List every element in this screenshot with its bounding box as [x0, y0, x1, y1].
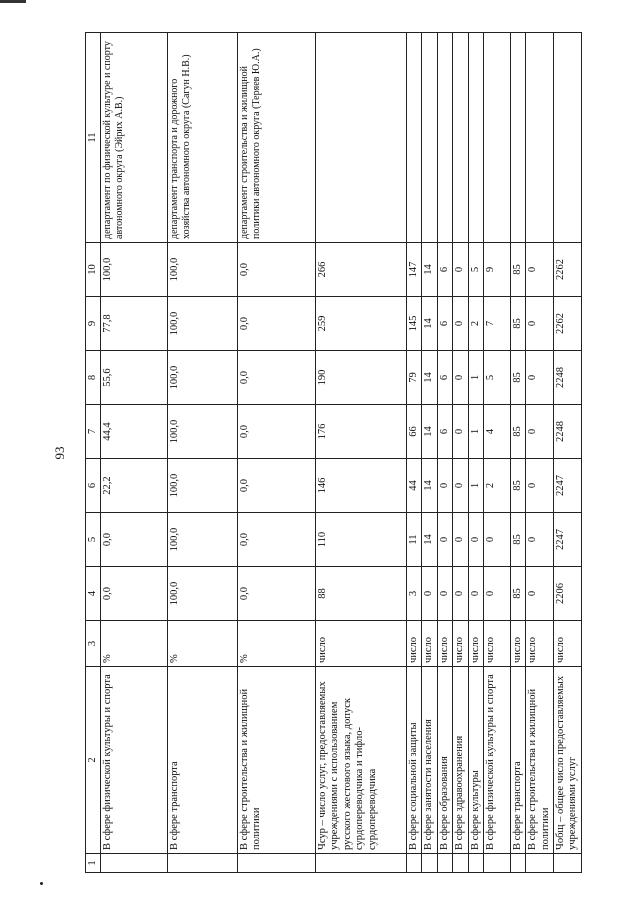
- indicator-name-cell: В сфере транспорта: [168, 667, 238, 854]
- value-cell: 266: [316, 243, 407, 297]
- value-cell: 110: [316, 513, 407, 567]
- row-number-cell: [483, 854, 510, 873]
- value-cell: 14: [422, 459, 437, 513]
- value-cell: 0: [453, 459, 468, 513]
- value-cell: 77,8: [101, 297, 168, 351]
- value-cell: 14: [422, 351, 437, 405]
- responsible-department-cell: [316, 33, 407, 243]
- indicator-name-cell: В сфере культуры: [468, 667, 483, 854]
- value-cell: 1: [468, 459, 483, 513]
- row-number-cell: [554, 854, 582, 873]
- value-cell: 0: [483, 513, 510, 567]
- unit-cell: число: [453, 621, 468, 667]
- value-cell: 2262: [554, 243, 582, 297]
- value-cell: 44: [407, 459, 422, 513]
- responsible-department-cell: департамент строительства и жилищной политики автономного округа (Теряев Ю.А.): [238, 33, 316, 243]
- unit-cell: %: [101, 621, 168, 667]
- column-number: 11: [86, 33, 101, 243]
- row-number-cell: [526, 854, 554, 873]
- column-number-row: [86, 33, 101, 873]
- value-cell: 100,0: [168, 567, 238, 621]
- value-cell: 85: [510, 351, 525, 405]
- unit-cell: число: [407, 621, 422, 667]
- table-row: [316, 33, 407, 873]
- value-cell: 0: [453, 351, 468, 405]
- row-number-cell: [468, 854, 483, 873]
- value-cell: 0: [526, 567, 554, 621]
- table-row: [238, 33, 316, 873]
- value-cell: 0: [453, 297, 468, 351]
- rotated-table-container: [85, 33, 579, 873]
- value-cell: 147: [407, 243, 422, 297]
- value-cell: 6: [437, 405, 452, 459]
- value-cell: 1: [468, 405, 483, 459]
- indicator-table: [85, 32, 582, 873]
- unit-cell: число: [437, 621, 452, 667]
- unit-cell: %: [168, 621, 238, 667]
- unit-cell: число: [422, 621, 437, 667]
- indicator-name-cell: В сфере здравоохранения: [453, 667, 468, 854]
- value-cell: 88: [316, 567, 407, 621]
- unit-cell: число: [483, 621, 510, 667]
- table-row: [468, 33, 483, 873]
- value-cell: 44,4: [101, 405, 168, 459]
- table-row: [483, 33, 510, 873]
- value-cell: 0: [526, 513, 554, 567]
- value-cell: 85: [510, 297, 525, 351]
- column-number: 4: [86, 567, 101, 621]
- value-cell: 1: [468, 351, 483, 405]
- value-cell: 2: [483, 459, 510, 513]
- table-row: [422, 33, 437, 873]
- value-cell: 146: [316, 459, 407, 513]
- margin-dot: [40, 882, 43, 885]
- value-cell: 0: [422, 567, 437, 621]
- table-row: [407, 33, 422, 873]
- table-row: [453, 33, 468, 873]
- indicator-name-cell: В сфере социальной защиты: [407, 667, 422, 854]
- corner-mark: [0, 0, 26, 3]
- value-cell: 0,0: [101, 567, 168, 621]
- value-cell: 0: [453, 567, 468, 621]
- column-number: 7: [86, 405, 101, 459]
- responsible-department-cell: [526, 33, 554, 243]
- unit-cell: число: [526, 621, 554, 667]
- responsible-department-cell: [468, 33, 483, 243]
- value-cell: 100,0: [101, 243, 168, 297]
- row-number-cell: [168, 854, 238, 873]
- value-cell: 0: [468, 567, 483, 621]
- value-cell: 0: [526, 459, 554, 513]
- value-cell: 85: [510, 567, 525, 621]
- responsible-department-cell: департамент по физической культуре и спорту автономного округа (Эйрих А.В.): [101, 33, 168, 243]
- row-number-cell: [407, 854, 422, 873]
- value-cell: 0,0: [238, 297, 316, 351]
- value-cell: 5: [483, 351, 510, 405]
- table-row: [554, 33, 582, 873]
- value-cell: 0: [437, 459, 452, 513]
- value-cell: 0: [437, 567, 452, 621]
- value-cell: 2206: [554, 567, 582, 621]
- value-cell: 0: [526, 297, 554, 351]
- value-cell: 190: [316, 351, 407, 405]
- table-row: [101, 33, 168, 873]
- value-cell: 3: [407, 567, 422, 621]
- column-number: 2: [86, 667, 101, 854]
- value-cell: 259: [316, 297, 407, 351]
- value-cell: 66: [407, 405, 422, 459]
- value-cell: 4: [483, 405, 510, 459]
- page-number: 93: [52, 446, 67, 460]
- value-cell: 2248: [554, 351, 582, 405]
- value-cell: 11: [407, 513, 422, 567]
- indicator-name-cell: В сфере строительства и жилищной политики: [238, 667, 316, 854]
- indicator-name-cell: Чобщ – общее число предоставляемых учреждениями услуг: [554, 667, 582, 854]
- value-cell: 0: [526, 405, 554, 459]
- unit-cell: число: [316, 621, 407, 667]
- value-cell: 2262: [554, 297, 582, 351]
- value-cell: 100,0: [168, 351, 238, 405]
- row-number-cell: [238, 854, 316, 873]
- value-cell: 0,0: [238, 459, 316, 513]
- value-cell: 145: [407, 297, 422, 351]
- value-cell: 14: [422, 513, 437, 567]
- responsible-department-cell: [422, 33, 437, 243]
- value-cell: 100,0: [168, 405, 238, 459]
- column-number: 1: [86, 854, 101, 873]
- responsible-department-cell: [554, 33, 582, 243]
- value-cell: 14: [422, 243, 437, 297]
- value-cell: 6: [437, 243, 452, 297]
- unit-cell: %: [238, 621, 316, 667]
- value-cell: 0: [453, 513, 468, 567]
- column-number: 8: [86, 351, 101, 405]
- value-cell: 79: [407, 351, 422, 405]
- value-cell: 0: [453, 243, 468, 297]
- responsible-department-cell: департамент транспорта и дорожного хозяйства автономного округа (Сагун Н.В.): [168, 33, 238, 243]
- row-number-cell: [510, 854, 525, 873]
- value-cell: 6: [437, 351, 452, 405]
- table-row: [168, 33, 238, 873]
- table-row: [437, 33, 452, 873]
- value-cell: 2247: [554, 513, 582, 567]
- table-row: [526, 33, 554, 873]
- column-number: 5: [86, 513, 101, 567]
- value-cell: 176: [316, 405, 407, 459]
- value-cell: 0,0: [238, 567, 316, 621]
- row-number-cell: [437, 854, 452, 873]
- indicator-name-cell: В сфере физической культуры и спорта: [101, 667, 168, 854]
- value-cell: 0: [468, 513, 483, 567]
- indicator-name-cell: В сфере транспорта: [510, 667, 525, 854]
- row-number-cell: [453, 854, 468, 873]
- rotated-table-frame: [85, 33, 579, 873]
- value-cell: 0,0: [238, 351, 316, 405]
- row-number-cell: [316, 854, 407, 873]
- value-cell: 0: [453, 405, 468, 459]
- value-cell: 0,0: [238, 243, 316, 297]
- value-cell: 100,0: [168, 243, 238, 297]
- responsible-department-cell: [510, 33, 525, 243]
- value-cell: 9: [483, 243, 510, 297]
- value-cell: 0: [526, 243, 554, 297]
- value-cell: 100,0: [168, 297, 238, 351]
- unit-cell: число: [468, 621, 483, 667]
- value-cell: 85: [510, 513, 525, 567]
- value-cell: 0,0: [238, 513, 316, 567]
- value-cell: 100,0: [168, 459, 238, 513]
- indicator-name-cell: В сфере физической культуры и спорта: [483, 667, 510, 854]
- value-cell: 2: [468, 297, 483, 351]
- value-cell: 85: [510, 243, 525, 297]
- indicator-name-cell: Чсур – число услуг, предоставляемых учреждениями с использованием русского жестового языка, допуск сурдопереводчика и тифло-сурдопереводчика: [316, 667, 407, 854]
- column-number: 6: [86, 459, 101, 513]
- value-cell: 0,0: [101, 513, 168, 567]
- indicator-name-cell: В сфере занятости населения: [422, 667, 437, 854]
- responsible-department-cell: [483, 33, 510, 243]
- value-cell: 7: [483, 297, 510, 351]
- column-number: 10: [86, 243, 101, 297]
- value-cell: 14: [422, 297, 437, 351]
- row-number-cell: [422, 854, 437, 873]
- value-cell: 85: [510, 459, 525, 513]
- value-cell: 55,6: [101, 351, 168, 405]
- value-cell: 14: [422, 405, 437, 459]
- value-cell: 22,2: [101, 459, 168, 513]
- indicator-name-cell: В сфере строительства и жилищной политики: [526, 667, 554, 854]
- value-cell: 2247: [554, 459, 582, 513]
- value-cell: 2248: [554, 405, 582, 459]
- column-number: 3: [86, 621, 101, 667]
- unit-cell: число: [510, 621, 525, 667]
- row-number-cell: [101, 854, 168, 873]
- column-number: 9: [86, 297, 101, 351]
- table-row: [510, 33, 525, 873]
- value-cell: 6: [437, 297, 452, 351]
- unit-cell: число: [554, 621, 582, 667]
- indicator-name-cell: В сфере образования: [437, 667, 452, 854]
- value-cell: 0: [437, 513, 452, 567]
- value-cell: 5: [468, 243, 483, 297]
- value-cell: 0: [526, 351, 554, 405]
- responsible-department-cell: [437, 33, 452, 243]
- value-cell: 0: [483, 567, 510, 621]
- value-cell: 85: [510, 405, 525, 459]
- responsible-department-cell: [407, 33, 422, 243]
- value-cell: 0,0: [238, 405, 316, 459]
- value-cell: 100,0: [168, 513, 238, 567]
- table-body: [86, 33, 582, 873]
- responsible-department-cell: [453, 33, 468, 243]
